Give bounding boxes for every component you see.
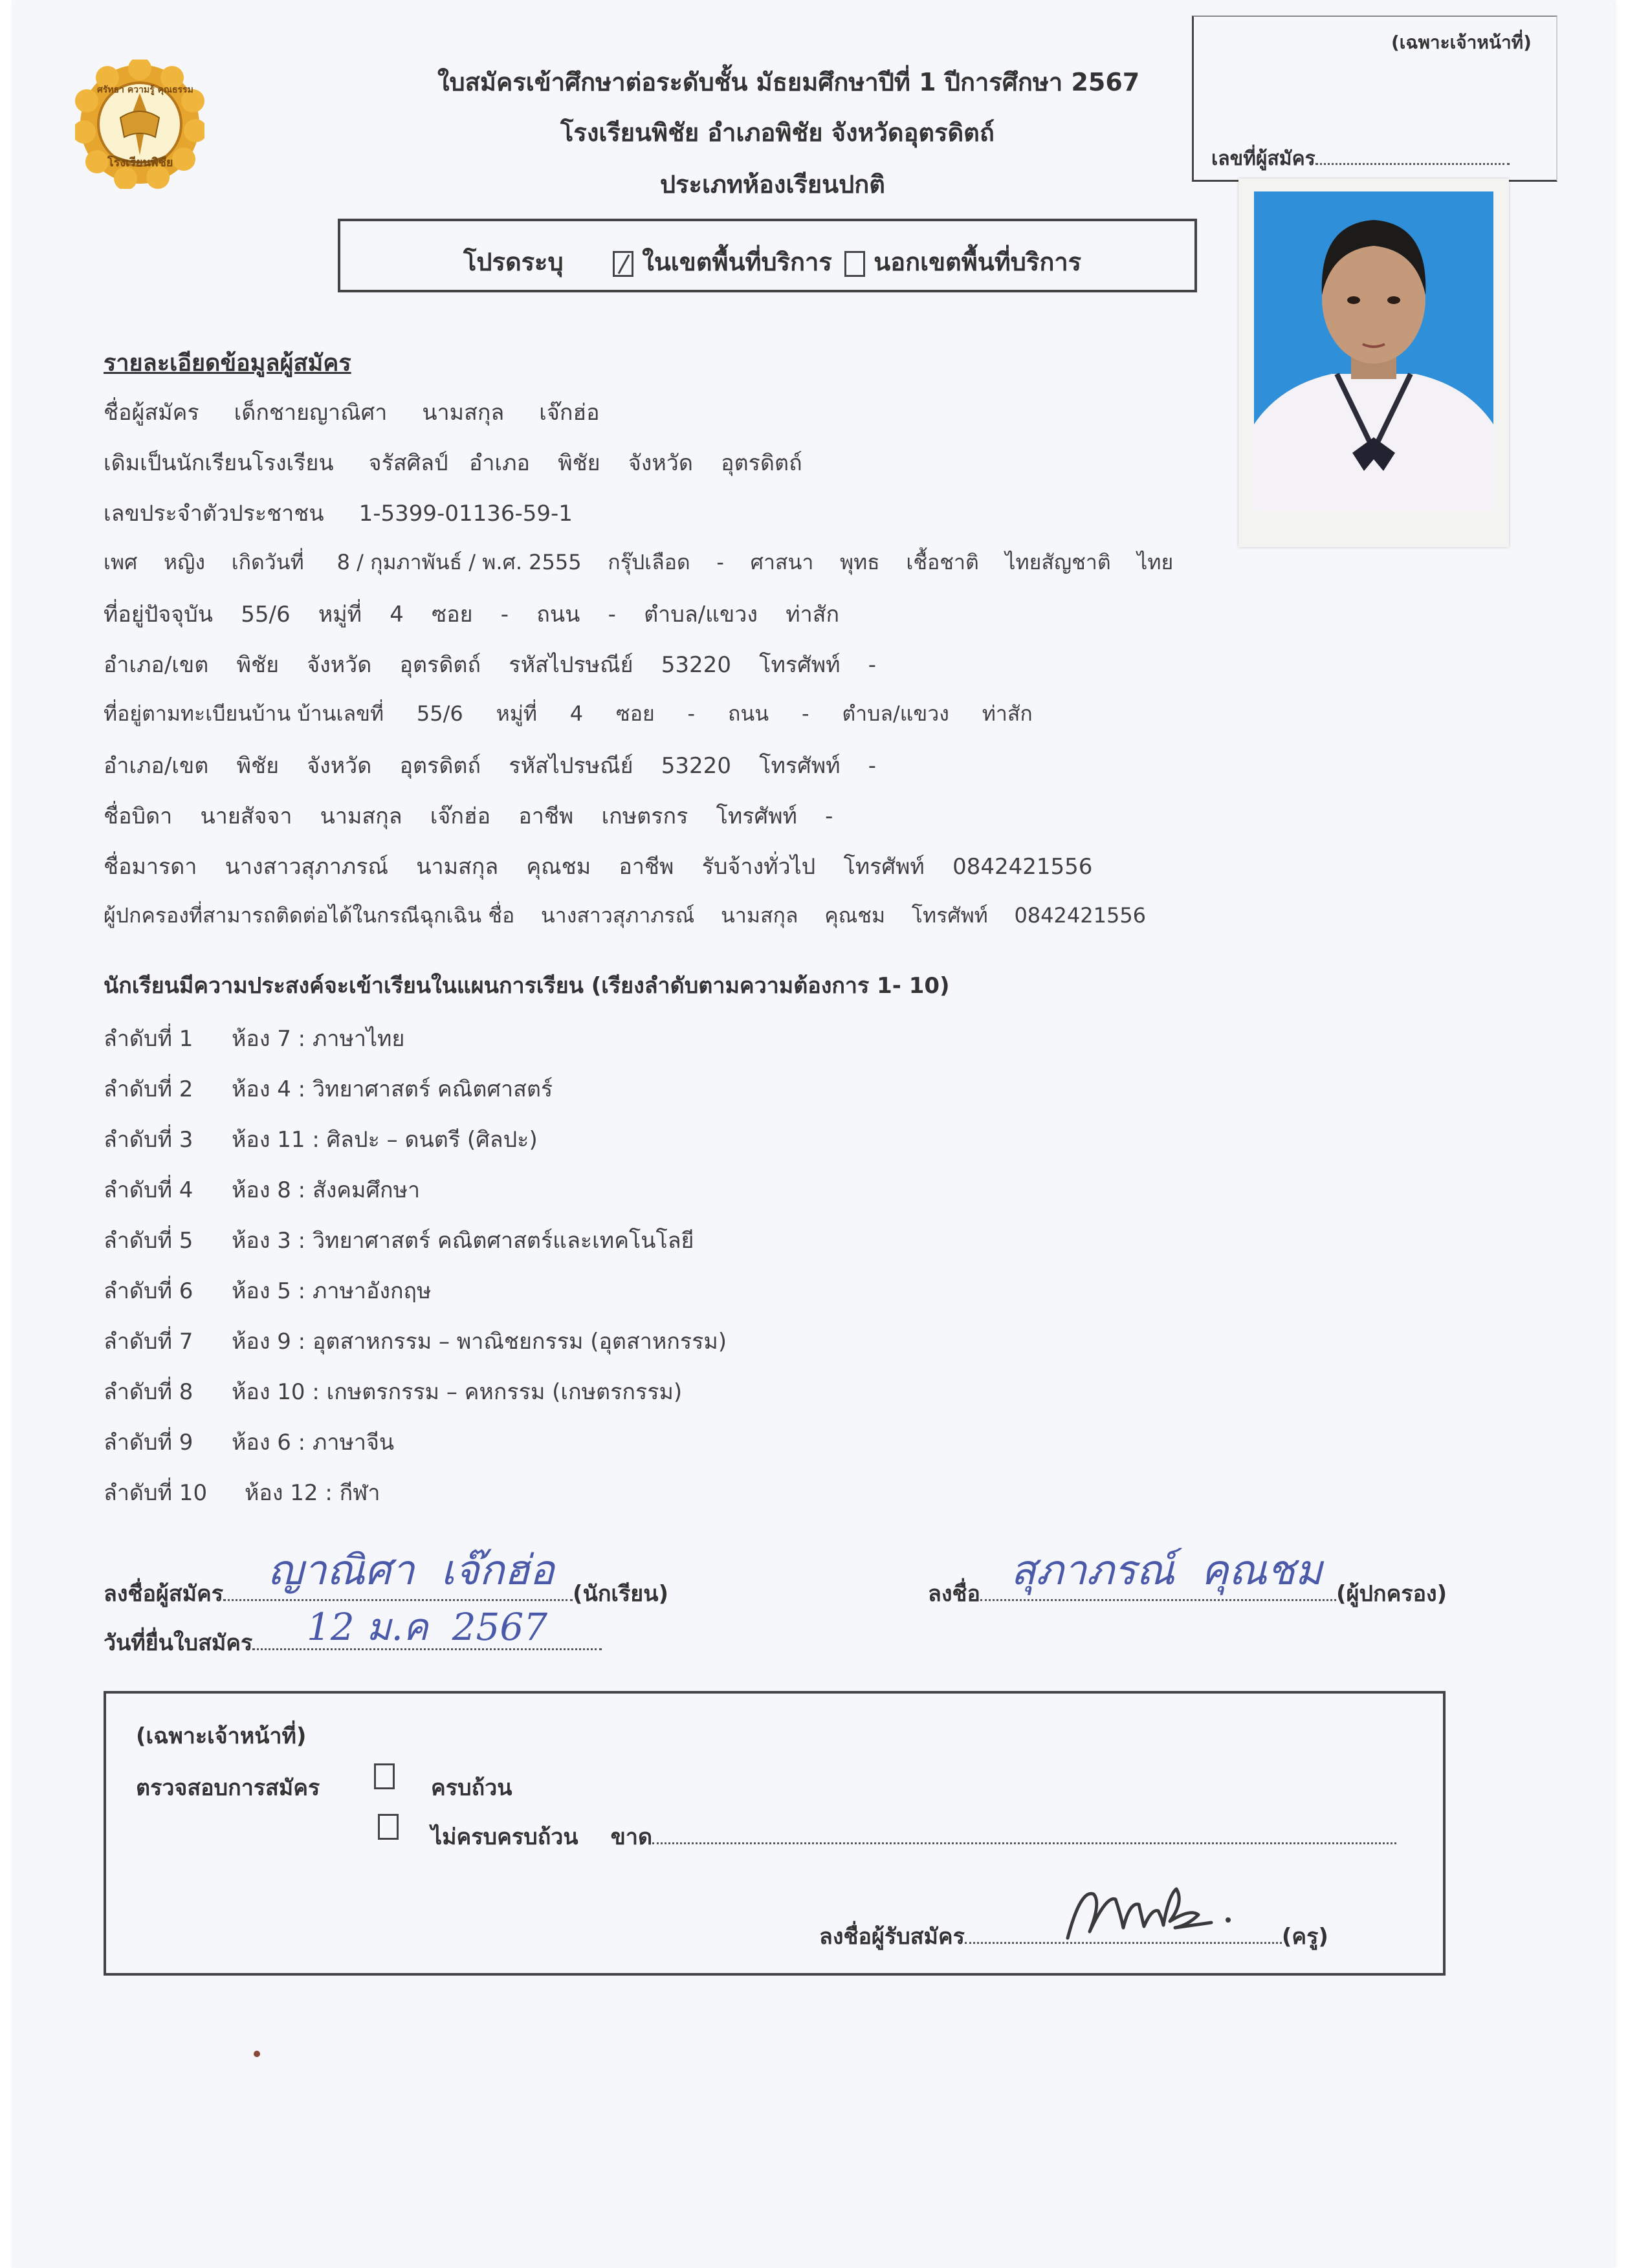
- plan-room: ห้อง 12 : กีฬา: [245, 1480, 380, 1506]
- plans-heading: นักเรียนมีความประสงค์จะเข้าเรียนในแผนการเรียน (เรียงลำดับตามความต้องการ 1- 10): [104, 973, 950, 999]
- plan-room: ห้อง 7 : ภาษาไทย: [232, 1026, 405, 1052]
- plan-rank: ลำดับที่ 3: [104, 1127, 193, 1153]
- out-area-checkbox[interactable]: [844, 251, 865, 277]
- detail-line: เลขประจำตัวประชาชน 1-5399-01136-59-1: [104, 501, 573, 527]
- plan-room: ห้อง 3 : วิทยาศาสตร์ คณิตศาสตร์และเทคโนโลยี: [232, 1228, 694, 1254]
- plan-room: ห้อง 11 : ศิลปะ – ดนตรี (ศิลปะ): [232, 1127, 538, 1153]
- plan-room: ห้อง 4 : วิทยาศาสตร์ คณิตศาสตร์: [232, 1076, 553, 1102]
- detail-line: ผู้ปกครองที่สามารถติดต่อได้ในกรณีฉุกเฉิน ชื่อ นางสาวสุภาภรณ์ นามสกุล คุณชม โทรศัพท์ 0842421556: [104, 903, 1147, 928]
- plan-rank: ลำดับที่ 2: [104, 1076, 193, 1102]
- in-area-checkbox[interactable]: [613, 251, 633, 277]
- applicant-photo: [1238, 179, 1509, 547]
- out-area-label: นอกเขตพื้นที่บริการ: [874, 248, 1082, 276]
- applicant-sign-label: ลงชื่อผู้สมัคร (นักเรียน): [104, 1581, 668, 1607]
- office-use-label: (เฉพาะเจ้าหน้าที่): [1391, 32, 1532, 53]
- detail-line: ที่อยู่ปัจจุบัน 55/6 หมู่ที่ 4 ซอย - ถนน - ตำบล/แขวง ท่าสัก: [104, 602, 840, 627]
- date-label: วันที่ยื่นใบสมัคร: [104, 1625, 602, 1660]
- complete-checkbox[interactable]: [374, 1763, 395, 1789]
- detail-line: เดิมเป็นนักเรียนโรงเรียน จรัสศิลป์ อำเภอ พิชัย จังหวัด อุตรดิตถ์: [104, 450, 802, 476]
- receiver-signature-icon: [1061, 1876, 1236, 1947]
- detail-line: ชื่อมารดา นางสาวสุภาภรณ์ นามสกุล คุณชม อาชีพ รับจ้างทั่วไป โทรศัพท์ 0842421556: [104, 854, 1093, 880]
- applicant-signature: ญาณิศา เจ๊กฮ่อ: [268, 1547, 555, 1595]
- check-slash-icon: [615, 253, 632, 275]
- guardian-sign-label: ลงชื่อ (ผู้ปกครอง): [928, 1581, 1447, 1607]
- detail-line: เพศ หญิง เกิดวันที่ 8 / กุมภาพันธ์ / พ.ศ. 2555 กรุ๊ปเลือด - ศาสนา พุทธ เชื้อชาติ ไทยสัญชาติ ไทย: [104, 550, 1174, 574]
- school-line: โรงเรียนพิชัย อำเภอพิชัย จังหวัดอุตรดิตถ์: [560, 118, 995, 147]
- logo-text-bottom: โรงเรียนพิชัย: [107, 156, 173, 169]
- plan-room: ห้อง 9 : อุตสาหกรรม – พาณิชยกรรม (อุตสาหกรรม): [232, 1329, 727, 1355]
- detail-line: ชื่อบิดา นายสัจจา นามสกุล เจ๊กฮ่อ อาชีพ เกษตรกร โทรศัพท์ -: [104, 803, 833, 829]
- receiver-sign-label: ลงชื่อผู้รับสมัคร (ครู): [819, 1924, 1328, 1950]
- service-area-line: [463, 242, 1081, 281]
- date-value: 12 ม.ค 2567: [307, 1605, 548, 1649]
- school-logo: [75, 60, 204, 189]
- plan-rank: ลำดับที่ 6: [104, 1278, 193, 1304]
- plan-room: ห้อง 5 : ภาษาอังกฤษ: [232, 1278, 432, 1304]
- class-type: ประเภทห้องเรียนปกติ: [660, 170, 885, 199]
- staff-box-label: (เฉพาะเจ้าหน้าที่): [136, 1723, 307, 1749]
- plan-room: ห้อง 8 : สังคมศึกษา: [232, 1177, 421, 1203]
- in-area-label: ในเขตพื้นที่บริการ: [642, 248, 832, 276]
- detail-line: ชื่อผู้สมัคร เด็กชายญาณิศา นามสกุล เจ๊กฮ่อ: [104, 400, 600, 426]
- detail-line: อำเภอ/เขต พิชัย จังหวัด อุตรดิตถ์ รหัสไปรษณีย์ 53220 โทรศัพท์ -: [104, 652, 877, 678]
- logo-text-top: ศรัทธา ความรู้ คุณธรรม: [97, 85, 193, 95]
- plan-room: ห้อง 6 : ภาษาจีน: [232, 1430, 395, 1456]
- incomplete-checkbox[interactable]: [378, 1814, 399, 1840]
- plan-rank: ลำดับที่ 4: [104, 1177, 193, 1203]
- check-application-label: ตรวจสอบการสมัคร: [136, 1775, 320, 1801]
- detail-line: ที่อยู่ตามทะเบียนบ้าน บ้านเลขที่ 55/6 หมู่ที่ 4 ซอย - ถนน - ตำบล/แขวง ท่าสัก: [104, 701, 1033, 726]
- plan-rank: ลำดับที่ 7: [104, 1329, 193, 1355]
- paper-mark: [254, 2051, 260, 2057]
- guardian-signature: สุภาภรณ์ คุณชม: [1011, 1547, 1323, 1595]
- incomplete-line: ไม่ครบครบถ้วน ขาด: [431, 1819, 1396, 1854]
- plan-room: ห้อง 10 : เกษตรกรรม – คหกรรม (เกษตรกรรม): [232, 1379, 683, 1405]
- applicant-no-label: เลขที่ผู้สมัคร: [1211, 144, 1510, 174]
- service-prompt: โปรดระบุ: [463, 248, 564, 276]
- plan-rank: ลำดับที่ 1: [104, 1026, 193, 1052]
- plan-rank: ลำดับที่ 10: [104, 1480, 208, 1506]
- plan-rank: ลำดับที่ 9: [104, 1430, 193, 1456]
- detail-line: อำเภอ/เขต พิชัย จังหวัด อุตรดิตถ์ รหัสไปรษณีย์ 53220 โทรศัพท์ -: [104, 753, 877, 779]
- complete-label: ครบถ้วน: [431, 1775, 512, 1801]
- plan-rank: ลำดับที่ 8: [104, 1379, 193, 1405]
- details-heading: รายละเอียดข้อมูลผู้สมัคร: [104, 350, 351, 376]
- plan-rank: ลำดับที่ 5: [104, 1228, 193, 1254]
- form-title: ใบสมัครเข้าศึกษาต่อระดับชั้น มัธยมศึกษาปีที่ 1 ปีการศึกษา 2567: [437, 68, 1140, 96]
